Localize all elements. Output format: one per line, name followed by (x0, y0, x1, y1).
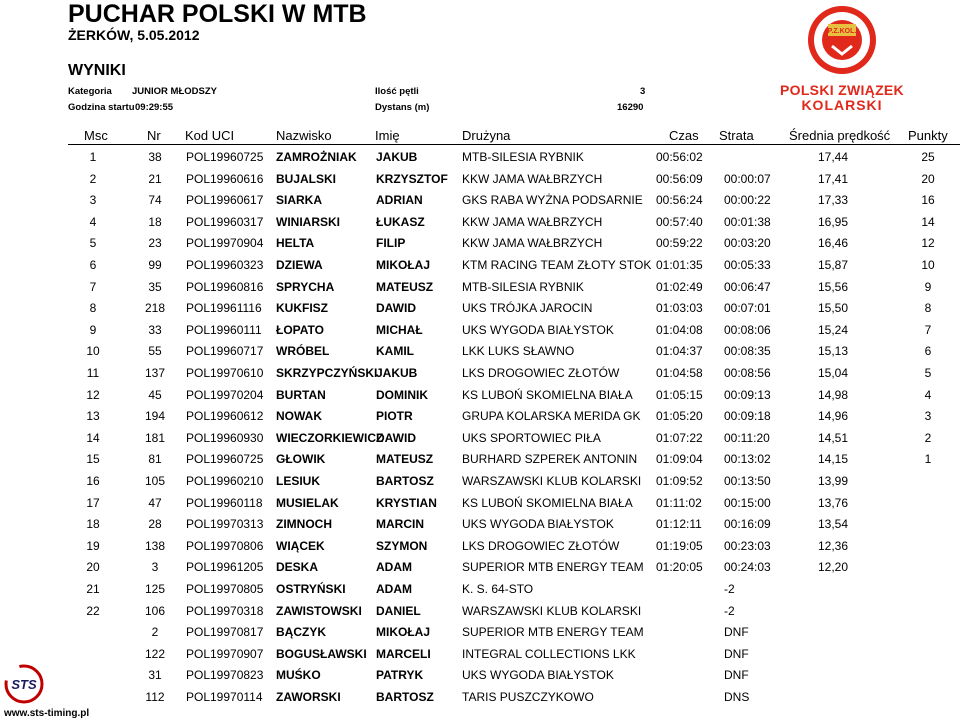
cell-nr: 122 (144, 646, 166, 661)
cell-druzyna: TARIS PUSZCZYKOWO (462, 690, 594, 704)
cell-imie: MATEUSZ (376, 452, 434, 467)
cell-msc: 12 (86, 387, 100, 402)
table-row (0, 363, 960, 384)
cell-druzyna: BURHARD SZPEREK ANTONIN (462, 452, 638, 467)
cell-msc: 11 (86, 366, 100, 380)
cell-nr: 112 (145, 690, 165, 704)
cell-srednia: 14,98 (817, 387, 849, 402)
logo-line1: POLSKI ZWIĄZEK (780, 82, 904, 98)
table-row (0, 385, 960, 406)
cell-nazwisko: LESIUK (276, 474, 321, 488)
cell-czas: 01:02:49 (656, 279, 703, 294)
cell-nazwisko: ZAWISTOWSKI (276, 603, 362, 618)
cell-msc: 17 (86, 495, 100, 510)
cell-srednia: 16,95 (817, 214, 849, 229)
cell-imie: KAMIL (376, 344, 414, 359)
cell-punkty: 3 (924, 409, 932, 424)
cell-druzyna: UKS WYGODA BIAŁYSTOK (462, 322, 614, 337)
kategoria-value: JUNIOR MŁODSZY (132, 86, 217, 97)
table-row (0, 341, 960, 362)
cell-imie: DAWID (376, 301, 416, 316)
cell-nr: 181 (144, 430, 166, 445)
sts-timing-logo-icon (4, 664, 44, 704)
cell-punkty: 25 (921, 150, 935, 164)
cell-punkty: 6 (924, 344, 932, 359)
cell-nazwisko: SIARKA (276, 193, 323, 208)
cell-czas: 01:12:11 (656, 517, 702, 532)
cell-uci: POL19960616 (186, 171, 264, 186)
svg-text:STS: STS (11, 677, 37, 692)
col-header-czas: Czas (669, 128, 699, 143)
cell-uci: POL19960717 (186, 344, 264, 359)
cell-czas: 01:20:05 (656, 560, 703, 575)
cell-druzyna: UKS TRÓJKA JAROCIN (462, 301, 593, 316)
cell-nr: 33 (148, 322, 162, 337)
cell-imie: DOMINIK (376, 387, 428, 402)
cell-msc: 5 (89, 236, 97, 251)
cell-uci: POL19960317 (186, 214, 264, 229)
cell-srednia: 12,36 (817, 538, 849, 553)
cell-srednia: 15,04 (817, 366, 849, 380)
cell-srednia: 14,15 (817, 452, 849, 467)
cell-msc: 10 (86, 344, 100, 359)
cell-punkty: 14 (921, 214, 935, 229)
cell-msc: 6 (89, 258, 97, 272)
cell-uci: POL19960210 (186, 474, 264, 488)
cell-srednia: 15,87 (817, 258, 849, 272)
cell-uci: POL19970907 (186, 646, 264, 661)
cell-nazwisko: DZIEWA (276, 258, 323, 272)
cell-nazwisko: ZIMNOCH (276, 517, 332, 532)
cell-druzyna: KKW JAMA WAŁBRZYCH (462, 236, 603, 251)
cell-msc: 3 (89, 193, 97, 208)
cell-nazwisko: SPRYCHA (276, 279, 335, 294)
table-row (0, 471, 960, 492)
cell-czas: 01:07:22 (656, 430, 703, 445)
cell-strata: 00:01:38 (724, 214, 771, 229)
cell-nazwisko: BUJALSKI (276, 171, 337, 186)
cell-nr: 21 (148, 171, 162, 186)
cell-srednia: 14,51 (817, 430, 849, 445)
col-header-strata: Strata (719, 128, 754, 143)
cell-srednia: 12,20 (817, 560, 849, 575)
cell-imie: DAWID (376, 430, 416, 445)
cell-strata: DNF (724, 668, 749, 683)
event-location-date: ŻERKÓW, 5.05.2012 (68, 27, 200, 43)
cell-punkty: 5 (924, 366, 932, 380)
cell-uci: POL19960612 (186, 409, 264, 424)
cell-nr: 74 (148, 193, 162, 208)
cell-imie: ŁUKASZ (376, 214, 425, 229)
cell-msc: 1 (89, 150, 97, 164)
cell-czas: 00:56:09 (656, 171, 703, 186)
cell-imie: KRYSTIAN (376, 495, 437, 510)
cell-msc: 9 (89, 322, 97, 337)
cell-druzyna: MTB-SILESIA RYBNIK (462, 150, 584, 164)
cell-czas: 01:03:03 (656, 301, 703, 316)
cell-druzyna: WARSZAWSKI KLUB KOLARSKI (462, 603, 642, 618)
cell-uci: POL19970817 (186, 625, 264, 640)
cell-czas: 01:09:04 (656, 452, 703, 467)
cell-nr: 138 (144, 538, 166, 553)
cell-czas: 01:04:37 (656, 344, 703, 359)
cell-imie: BARTOSZ (376, 474, 434, 488)
cell-strata: 00:03:20 (724, 236, 771, 251)
table-row (0, 449, 960, 470)
table-row (0, 406, 960, 427)
table-row (0, 147, 960, 168)
cell-punkty: 2 (924, 430, 932, 445)
cell-uci: POL19960118 (186, 495, 263, 510)
cell-nr: 218 (144, 301, 166, 316)
cell-nazwisko: KUKFISZ (276, 301, 328, 316)
cell-msc: 4 (89, 214, 97, 229)
cell-strata: 00:08:35 (724, 344, 771, 359)
cell-nazwisko: ŁOPATO (276, 322, 324, 337)
cell-nazwisko: WIECZORKIEWICZ (276, 430, 384, 445)
cell-druzyna: KKW JAMA WAŁBRZYCH (462, 171, 603, 186)
col-header-nazwisko: Nazwisko (276, 128, 332, 143)
table-row (0, 579, 960, 600)
cell-druzyna: KS LUBOŃ SKOMIELNA BIAŁA (462, 495, 633, 510)
cell-msc: 18 (86, 517, 100, 532)
cell-czas: 00:56:24 (656, 193, 703, 208)
pzkol-logo (772, 2, 912, 112)
sts-timing-url: www.sts-timing.pl (4, 708, 90, 719)
cell-nr: 2 (151, 625, 159, 640)
table-row (0, 493, 960, 514)
cell-nr: 45 (148, 387, 162, 402)
cell-nazwisko: WRÓBEL (276, 344, 330, 359)
cell-nazwisko: BOGUSŁAWSKI (276, 646, 367, 661)
table-row (0, 514, 960, 535)
cell-imie: ADAM (376, 560, 412, 575)
cell-msc: 21 (86, 582, 100, 596)
cell-srednia: 13,99 (817, 474, 849, 488)
cell-srednia: 15,56 (817, 279, 849, 294)
cell-uci: POL19970204 (186, 387, 264, 402)
cell-nr: 125 (144, 582, 166, 596)
cell-punkty: 10 (921, 258, 935, 272)
cell-nr: 31 (148, 668, 162, 683)
cell-nazwisko: BURTAN (276, 387, 326, 402)
table-row (0, 665, 960, 686)
cell-czas: 01:05:15 (656, 387, 703, 402)
cell-imie: DANIEL (376, 603, 421, 618)
cell-imie: MARCELI (376, 646, 431, 661)
cell-srednia: 17,41 (817, 171, 849, 186)
cell-srednia: 13,54 (817, 517, 849, 532)
cell-strata: 00:13:50 (724, 474, 771, 488)
cell-imie: PATRYK (376, 668, 424, 683)
cell-druzyna: SUPERIOR MTB ENERGY TEAM (462, 560, 644, 575)
cell-nazwisko: OSTRYŃSKI (276, 582, 346, 596)
ilosc-petli-value: 3 (640, 86, 646, 97)
cell-druzyna: UKS WYGODA BIAŁYSTOK (462, 668, 614, 683)
cell-msc: 22 (86, 603, 100, 618)
cell-nazwisko: SKRZYPCZYŃSKI (276, 366, 378, 380)
cell-imie: MIKOŁAJ (376, 625, 430, 640)
cell-punkty: 12 (921, 236, 935, 251)
cell-strata: -2 (724, 603, 735, 618)
cell-srednia: 17,44 (817, 150, 849, 164)
col-header-msc: Msc (84, 128, 108, 143)
cell-strata: DNF (724, 625, 749, 640)
col-header-imie: Imię (375, 128, 400, 143)
cell-msc: 16 (86, 474, 100, 488)
cell-druzyna: K. S. 64-STO (462, 582, 534, 596)
cell-srednia: 15,50 (817, 301, 849, 316)
col-header-nr: Nr (147, 128, 161, 143)
cell-strata: 00:15:00 (724, 495, 771, 510)
cell-srednia: 17,33 (817, 193, 849, 208)
col-header-punkty: Punkty (908, 128, 948, 143)
cell-strata: 00:13:02 (724, 452, 771, 467)
cell-druzyna: UKS WYGODA BIAŁYSTOK (462, 517, 614, 532)
cell-msc: 14 (86, 430, 100, 445)
dystans-value: 16290 (617, 102, 644, 113)
cell-punkty: 20 (921, 171, 935, 186)
cell-imie: FILIP (376, 236, 406, 251)
cell-uci: POL19960323 (186, 258, 264, 272)
cell-druzyna: KS LUBOŃ SKOMIELNA BIAŁA (462, 387, 633, 402)
cell-strata: 00:09:13 (724, 387, 771, 402)
cell-srednia: 14,96 (817, 409, 849, 424)
cell-imie: MATEUSZ (376, 279, 434, 294)
cell-nr: 3 (151, 560, 159, 575)
table-row (0, 233, 960, 254)
cell-punkty: 8 (924, 301, 932, 316)
cell-strata: 00:08:06 (724, 322, 771, 337)
results-heading: WYNIKI (68, 62, 126, 79)
cell-czas: 01:09:52 (656, 474, 703, 488)
cell-nr: 137 (144, 366, 166, 380)
cell-uci: POL19970806 (186, 538, 264, 553)
cell-czas: 00:59:22 (656, 236, 703, 251)
cell-strata: 00:00:22 (724, 193, 771, 208)
cell-uci: POL19960930 (186, 430, 264, 445)
logo-line2: KOLARSKI (801, 97, 883, 113)
cell-srednia: 13,76 (817, 495, 849, 510)
cell-uci: POL19960617 (186, 193, 264, 208)
cell-strata: 00:16:09 (724, 517, 771, 532)
cell-druzyna: GKS RABA WYŻNA PODSARNIE (462, 193, 643, 208)
godzina-startu-value: 09:29:55 (135, 102, 174, 113)
cell-nr: 23 (148, 236, 162, 251)
cell-msc: 7 (89, 279, 97, 294)
cell-strata: 00:00:07 (724, 171, 771, 186)
cell-nr: 35 (148, 279, 162, 294)
cell-imie: KRZYSZTOF (376, 171, 448, 186)
cell-strata: 00:24:03 (724, 560, 771, 575)
cell-imie: SZYMON (376, 538, 428, 553)
cell-uci: POL19960111 (186, 322, 262, 337)
cell-czas: 01:19:05 (656, 538, 703, 553)
cell-imie: ADRIAN (376, 193, 423, 208)
col-header-druzyna: Drużyna (462, 128, 511, 143)
cell-nazwisko: MUŚKO (276, 668, 321, 683)
cell-strata: 00:05:33 (724, 258, 771, 272)
table-row (0, 255, 960, 276)
cell-punkty: 9 (924, 279, 932, 294)
cell-czas: 00:57:40 (656, 214, 703, 229)
table-row (0, 536, 960, 557)
ilosc-petli-label: Ilość pętli (375, 86, 419, 97)
cell-strata: 00:09:18 (724, 409, 771, 424)
cell-nr: 105 (144, 474, 166, 488)
table-row (0, 687, 960, 708)
cell-srednia: 16,46 (817, 236, 849, 251)
table-row (0, 622, 960, 643)
cell-nr: 81 (148, 452, 162, 467)
cell-czas: 01:05:20 (656, 409, 703, 424)
table-row (0, 298, 960, 319)
cell-nr: 55 (148, 344, 162, 359)
cell-uci: POL19961116 (186, 301, 262, 316)
pzkol-emblem-icon (772, 2, 912, 82)
cell-nazwisko: HELTA (276, 236, 315, 251)
cell-druzyna: WARSZAWSKI KLUB KOLARSKI (462, 474, 642, 488)
cell-uci: POL19960725 (186, 452, 264, 467)
cell-uci: POL19960816 (186, 279, 264, 294)
cell-punkty: 16 (921, 193, 935, 208)
cell-druzyna: LKK LUKS SŁAWNO (462, 344, 575, 359)
cell-uci: POL19970805 (186, 582, 264, 596)
cell-imie: BARTOSZ (376, 690, 434, 704)
cell-imie: PIOTR (376, 409, 413, 424)
cell-msc: 20 (86, 560, 100, 575)
table-row (0, 190, 960, 211)
cell-imie: MARCIN (376, 517, 424, 532)
cell-nazwisko: DESKA (276, 560, 319, 575)
cell-nazwisko: ZAWORSKI (276, 690, 341, 704)
cell-msc: 13 (86, 409, 100, 424)
table-row (0, 601, 960, 622)
cell-druzyna: KKW JAMA WAŁBRZYCH (462, 214, 603, 229)
cell-druzyna: MTB-SILESIA RYBNIK (462, 279, 584, 294)
cell-msc: 2 (89, 171, 97, 186)
cell-druzyna: UKS SPORTOWIEC PIŁA (462, 430, 601, 445)
cell-czas: 01:04:08 (656, 322, 703, 337)
cell-nr: 18 (148, 214, 162, 229)
svg-text:P.Z.KOL.: P.Z.KOL. (827, 28, 857, 35)
cell-punkty: 1 (924, 452, 932, 467)
cell-nr: 47 (148, 495, 162, 510)
cell-uci: POL19970823 (186, 668, 264, 683)
page-title: PUCHAR POLSKI W MTB (68, 0, 367, 28)
cell-druzyna: INTEGRAL COLLECTIONS LKK (462, 646, 636, 661)
cell-strata: 00:07:01 (724, 301, 771, 316)
cell-uci: POL19970114 (186, 690, 263, 704)
cell-nr: 99 (148, 258, 162, 272)
cell-srednia: 15,13 (817, 344, 849, 359)
cell-imie: MICHAŁ (376, 322, 423, 337)
cell-druzyna: SUPERIOR MTB ENERGY TEAM (462, 625, 644, 640)
cell-strata: -2 (724, 582, 735, 596)
cell-nr: 194 (144, 409, 166, 424)
cell-strata: 00:11:20 (724, 430, 770, 445)
cell-czas: 01:11:02 (656, 495, 702, 510)
table-row (0, 428, 960, 449)
table-row (0, 212, 960, 233)
dystans-label: Dystans (m) (375, 102, 430, 113)
cell-msc: 8 (89, 301, 97, 316)
cell-nazwisko: WIĄCEK (276, 538, 325, 553)
cell-czas: 01:04:58 (656, 366, 703, 380)
cell-nazwisko: BĄCZYK (276, 625, 326, 640)
cell-uci: POL19960725 (186, 150, 264, 164)
kategoria-label: Kategoria (68, 86, 112, 97)
col-header-srednia: Średnia prędkość (789, 128, 891, 143)
cell-druzyna: LKS DROGOWIEC ZŁOTÓW (462, 366, 620, 380)
table-row (0, 320, 960, 341)
cell-nazwisko: MUSIELAK (276, 495, 339, 510)
cell-uci: POL19970318 (186, 603, 264, 618)
cell-nazwisko: NOWAK (276, 409, 322, 424)
table-row (0, 169, 960, 190)
cell-nr: 106 (144, 603, 166, 618)
cell-uci: POL19970313 (186, 517, 264, 532)
cell-strata: 00:06:47 (724, 279, 771, 294)
cell-druzyna: GRUPA KOLARSKA MERIDA GK (462, 409, 641, 424)
cell-strata: DNF (724, 646, 749, 661)
cell-uci: POL19961205 (186, 560, 264, 575)
cell-nazwisko: ZAMROŻNIAK (276, 150, 357, 164)
cell-druzyna: LKS DROGOWIEC ZŁOTÓW (462, 538, 620, 553)
cell-imie: ADAM (376, 582, 412, 596)
cell-nazwisko: GŁOWIK (276, 452, 326, 467)
cell-uci: POL19970904 (186, 236, 264, 251)
cell-strata: 00:08:56 (724, 366, 771, 380)
cell-imie: JAKUB (376, 366, 418, 380)
godzina-startu-label: Godzina startu (68, 102, 135, 113)
table-row (0, 644, 960, 665)
col-header-uci: Kod UCI (185, 128, 235, 143)
cell-druzyna: KTM RACING TEAM ZŁOTY STOK (462, 258, 652, 272)
cell-imie: MIKOŁAJ (376, 258, 430, 272)
cell-imie: JAKUB (376, 150, 418, 164)
cell-uci: POL19970610 (186, 366, 264, 380)
cell-msc: 19 (86, 538, 100, 553)
cell-czas: 01:01:35 (656, 258, 703, 272)
cell-punkty: 7 (924, 322, 932, 337)
cell-punkty: 4 (924, 387, 932, 402)
cell-strata: 00:23:03 (724, 538, 771, 553)
cell-msc: 15 (86, 452, 100, 467)
table-row (0, 557, 960, 578)
cell-srednia: 15,24 (817, 322, 849, 337)
cell-nr: 28 (148, 517, 162, 532)
cell-czas: 00:56:02 (656, 150, 703, 164)
cell-strata: DNS (724, 690, 750, 704)
table-row (0, 277, 960, 298)
cell-nazwisko: WINIARSKI (276, 214, 340, 229)
header-divider (68, 144, 960, 145)
cell-nr: 38 (148, 150, 162, 164)
